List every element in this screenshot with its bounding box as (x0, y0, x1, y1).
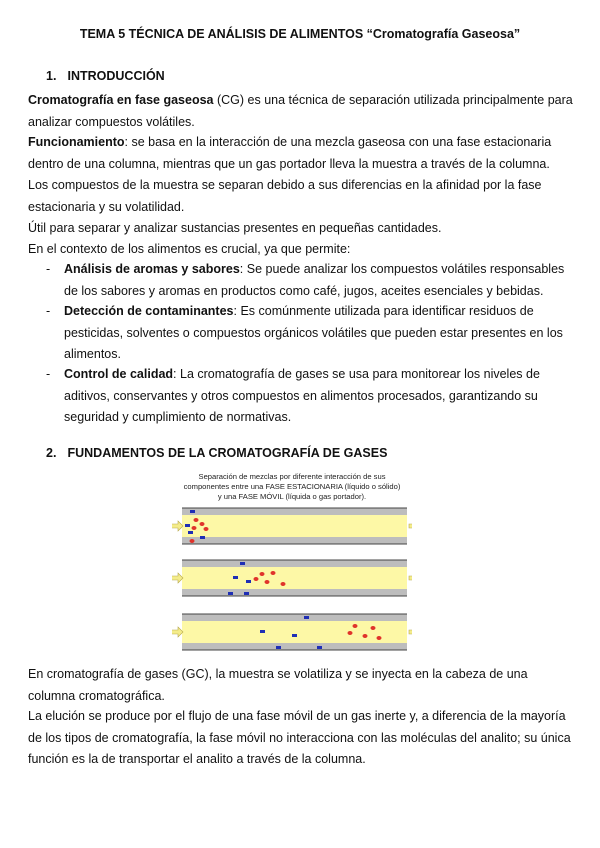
column-stage-1 (172, 508, 412, 544)
inlet-arrow-icon (172, 521, 183, 531)
red-component (200, 522, 205, 526)
bullet-dash: - (46, 262, 51, 276)
column-stage-3 (172, 614, 412, 650)
red-component (204, 527, 209, 531)
column-diagram (172, 468, 412, 664)
red-component (192, 526, 197, 530)
bullet-title: Análisis de aromas y sabores (64, 262, 240, 276)
blue-component (317, 646, 322, 649)
term-funcionamiento: Funcionamiento (28, 135, 125, 149)
red-component (271, 571, 276, 575)
blue-component (185, 524, 190, 527)
cg-definition-text: (CG) es una técnica de separación utilizada principalmente para analizar compuestos volátiles. (28, 93, 573, 129)
bullet-text: : Es comúnmente utilizada para identificar residuos de pesticidas, solventes o compuestos orgánicos volátiles que pueden estar presentes en los alimentos. (64, 304, 563, 361)
figure-caption-line-2: componentes entre una FASE ESTACIONARIA (líquido o sólido) (183, 482, 401, 491)
red-component (254, 577, 259, 581)
paragraph-separation: Los compuestos de la muestra se separan debido a sus diferencias en la afinidad por la fase estacionaria y su volatilidad. (28, 178, 542, 214)
bullet-text: : Se puede analizar los compuestos volátiles responsables de los sabores y aromas en productos como café, jugos, aceites esenciales y bebidas. (64, 262, 565, 298)
red-component (265, 580, 270, 584)
bullet-text: : La cromatografía de gases se usa para monitorear los niveles de aditivos, conservantes y otros compuestos en alimentos procesados, garantizando su seguridad y cumplimiento de normativas. (64, 367, 540, 424)
blue-component (244, 592, 249, 595)
paragraph-context: En el contexto de los alimentos es crucial, ya que permite: (28, 242, 351, 256)
blue-component (292, 634, 297, 637)
red-component (260, 572, 265, 576)
blue-component (190, 510, 195, 513)
figure-caption-line-3: y una FASE MÓVIL (líquida o gas portador). (217, 492, 367, 501)
section-2-title: FUNDAMENTOS DE LA CROMATOGRAFÍA DE GASES (67, 446, 388, 460)
red-component (353, 624, 358, 628)
red-component (281, 582, 286, 586)
bullet-calidad (46, 364, 574, 428)
section-1-number: 1. (46, 69, 57, 83)
blue-component (228, 592, 233, 595)
bullet-dash: - (46, 367, 51, 381)
blue-component (246, 580, 251, 583)
funcionamiento-text: : se basa en la interacción de una mezcla gaseosa con una fase estacionaria dentro de una columna, mientras que un gas portador lleva la muestra a través de la columna. (28, 135, 552, 171)
blue-component (188, 531, 193, 534)
bullet-contaminantes (46, 301, 574, 365)
blue-component (240, 562, 245, 565)
term-cg: Cromatografía en fase gaseosa (28, 93, 214, 107)
blue-component (233, 576, 238, 579)
inlet-arrow-icon (172, 573, 183, 583)
paragraph-utility: Útil para separar y analizar sustancias presentes en pequeñas cantidades. (28, 221, 442, 235)
section-1-heading (46, 69, 165, 83)
inlet-arrow-icon (172, 627, 183, 637)
bullet-title: Detección de contaminantes (64, 304, 234, 318)
mobile-phase (182, 515, 407, 537)
section-2-number: 2. (46, 446, 57, 460)
blue-component (276, 646, 281, 649)
outlet-arrow-icon (409, 573, 412, 583)
bullet-dash: - (46, 304, 51, 318)
blue-component (200, 536, 205, 539)
red-component (194, 518, 199, 522)
paragraph-elution: La elución se produce por el flujo de una fase móvil de un gas inerte y, a diferencia de la mayoría de los tipos de cromatografía, la fase móvil no interacciona con las moléculas del analito; su única función es la de transportar el analito a través de la columna. (28, 709, 571, 766)
red-component (190, 539, 195, 543)
mobile-phase (182, 567, 407, 589)
column-stage-2 (172, 560, 412, 596)
figure-caption-line-1: Separación de mezclas por diferente interacción de sus (198, 472, 386, 481)
document-title: TEMA 5 TÉCNICA DE ANÁLISIS DE ALIMENTOS “Cromatografía Gaseosa” (79, 27, 521, 41)
blue-component (260, 630, 265, 633)
paragraph-cg-definition (28, 90, 573, 133)
red-component (363, 634, 368, 638)
outlet-arrow-icon (409, 521, 412, 531)
chromatography-figure (172, 468, 412, 664)
red-component (371, 626, 376, 630)
paragraph-gc-injection: En cromatografía de gases (GC), la muestra se volatiliza y se inyecta en la cabeza de una columna cromatográfica. (28, 667, 528, 703)
section-1-title: INTRODUCCIÓN (67, 69, 165, 83)
red-component (377, 636, 382, 640)
blue-component (304, 616, 309, 619)
outlet-arrow-icon (409, 627, 412, 637)
paragraph-funcionamiento (28, 132, 573, 175)
bullet-title: Control de calidad (64, 367, 174, 381)
mobile-phase (182, 621, 407, 643)
red-component (348, 631, 353, 635)
section-2-heading (46, 446, 387, 460)
